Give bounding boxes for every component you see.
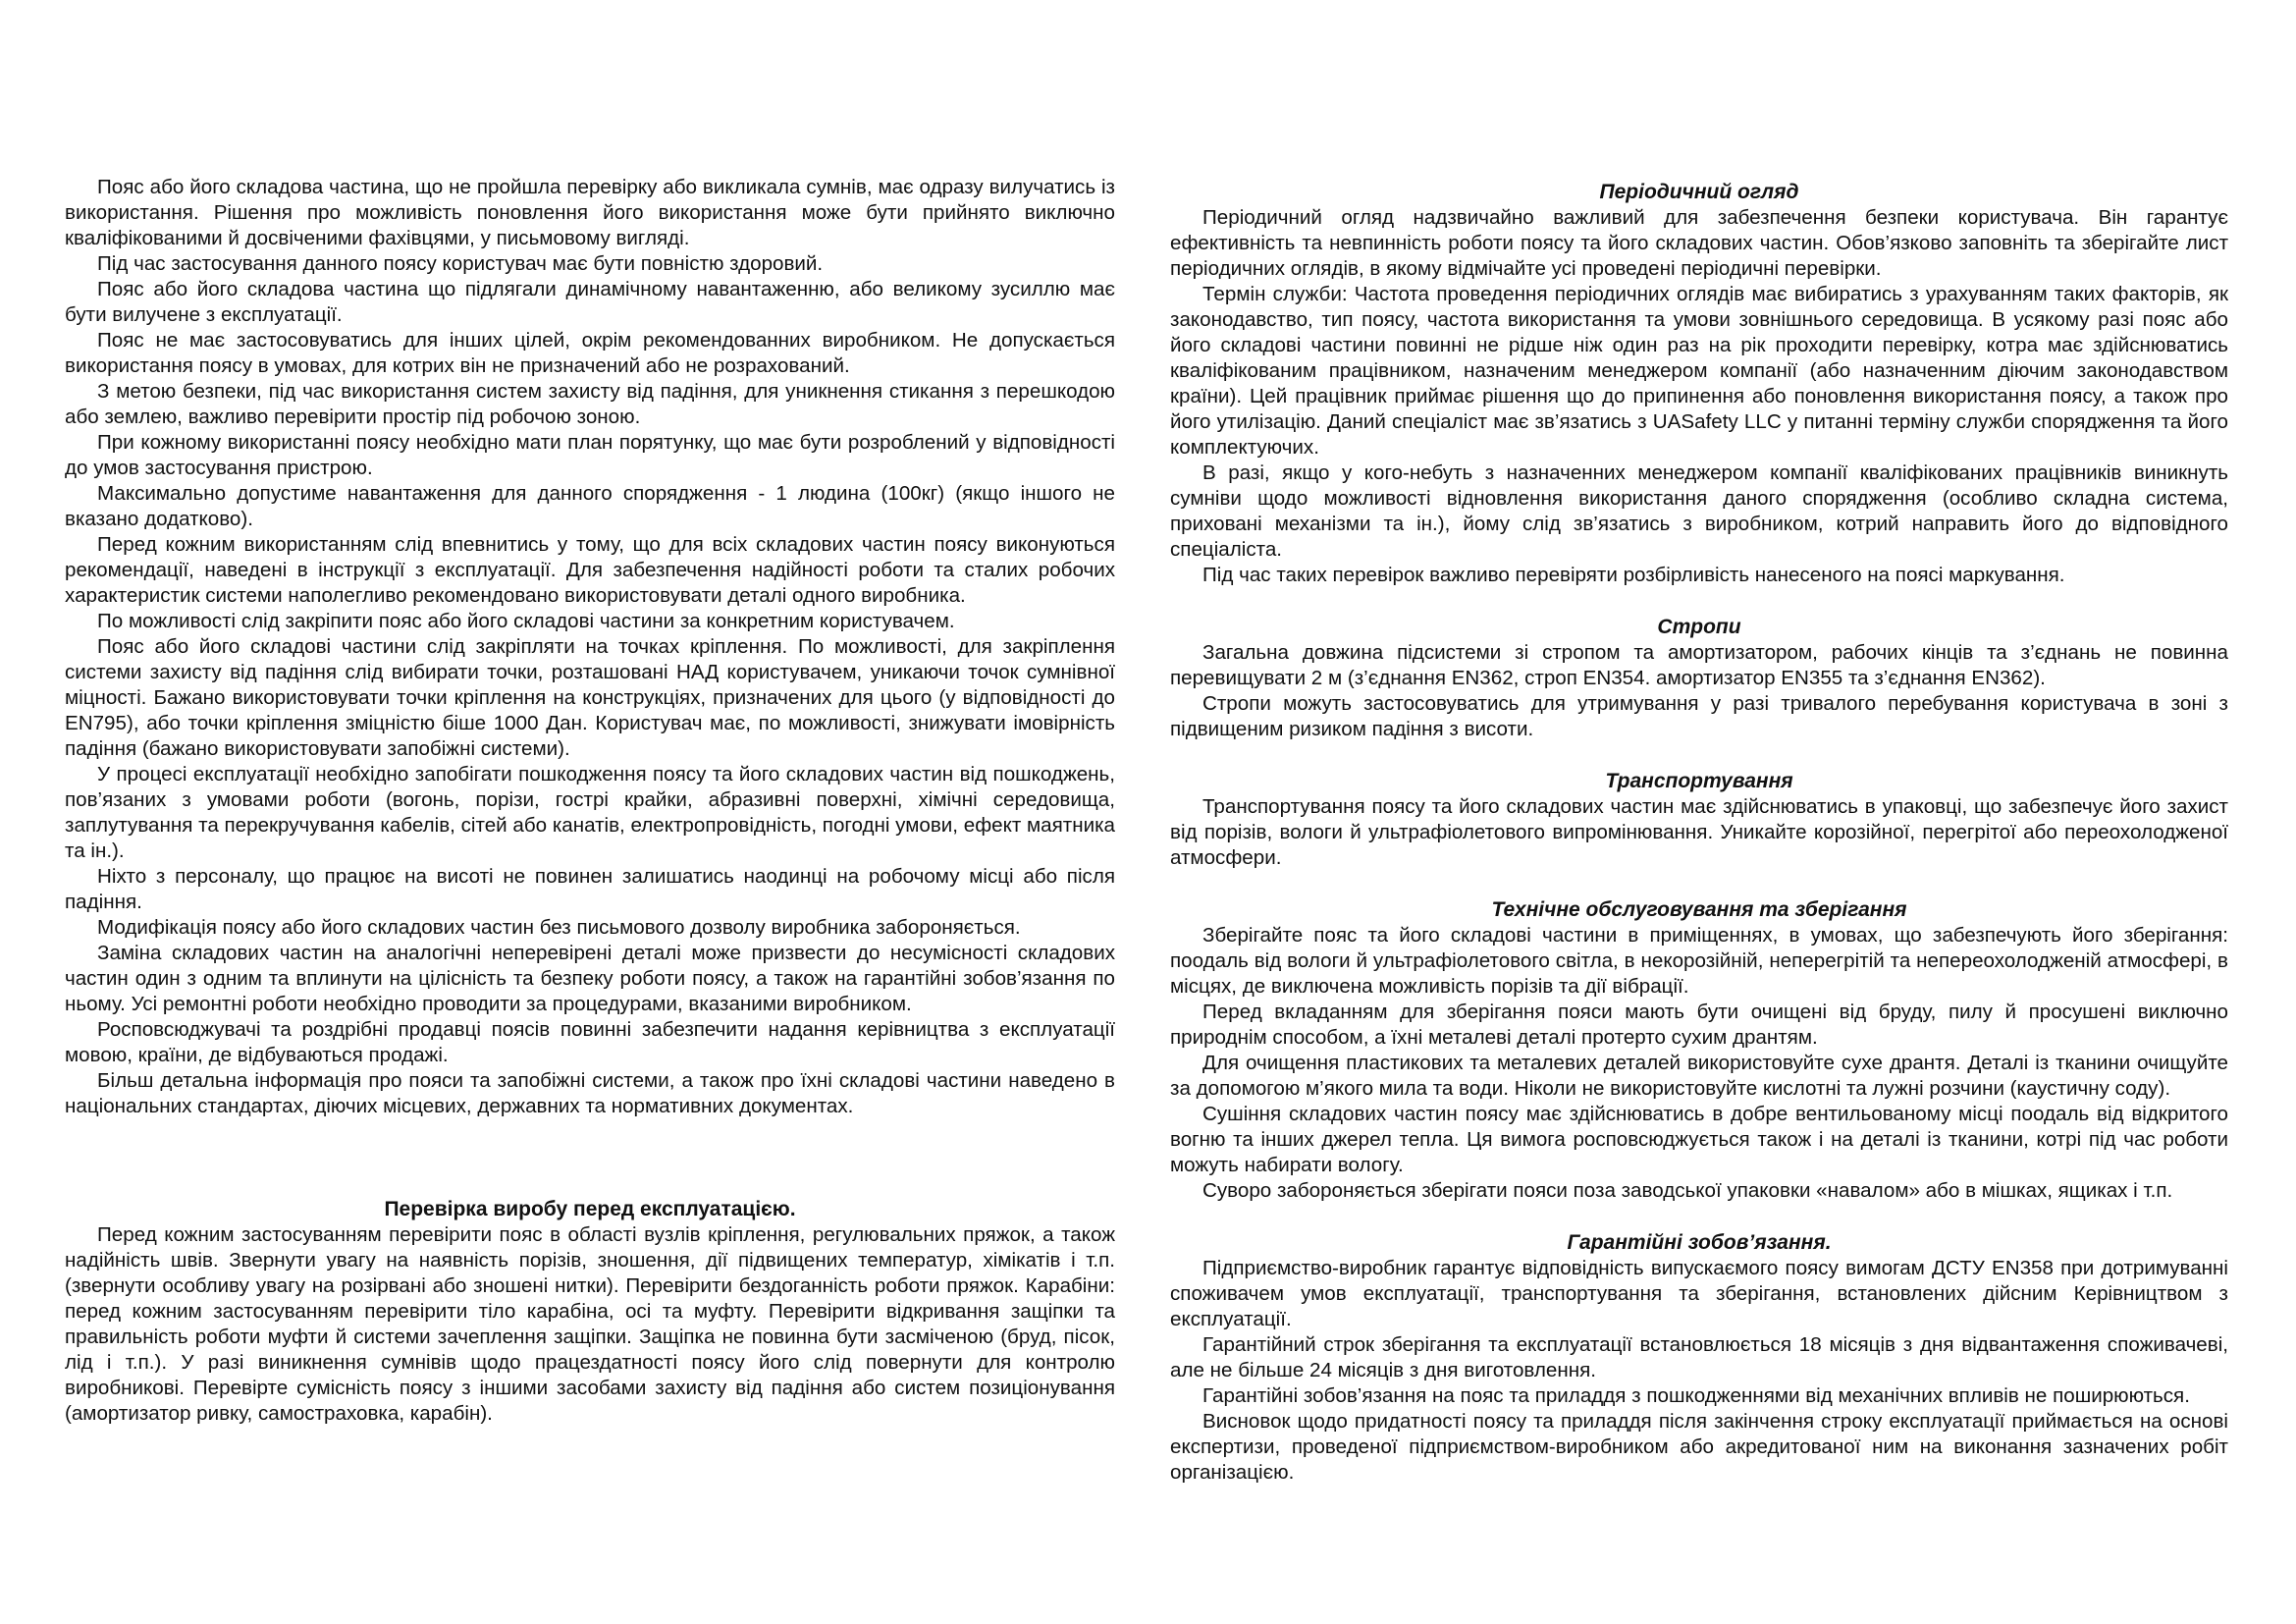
paragraph: Термін служби: Частота проведення періодичних оглядів має вибиратись з урахуванням таких факторів, як законодавство, тип поясу, частота використання та умови зовнішнього середовища. В усякому разі пояс або його складові частини повинні не рідше ніж один раз на рік проходити перевірку, котра має здійснюватись кваліфікованим працівником, назначеним менеджером компанії (або назначенним діючим законодавством країни). Цей працівник приймає рішення що до припинення або поновлення використання поясу, а також про його утилізацію. Даний спеціаліст має зв’язатись з UASafety LLC у питанні терміну служби спорядження та його комплектуючих.: [1170, 283, 2228, 459]
section-heading-transport: Транспортування: [1605, 770, 1793, 792]
paragraph: Максимально допустиме навантаження для данного спорядження - 1 людина (100кг) (якщо іншого не вказано додатково).: [65, 482, 1115, 530]
section-heading-maintenance: Технічне обслуговування та зберігання: [1491, 898, 1907, 921]
paragraph: Перед кожним застосуванням перевірити пояс в області вузлів кріплення, регулювальних пряжок, а також надійність швів. Звернути увагу на наявність порізів, зношення, дії підвищених температур, хімікатів і т.п. (звернути особливу увагу на розірвані або зношені нитки). Перевірити бездоганність роботи пряжок. Карабіни: перед кожним застосуванням перевірити тіло карабіна, осі та муфту. Перевірити відкривання защіпки та правильність роботи муфти й системи зачеплення защіпки. Защіпка не повинна бути засміченою (бруд, пісок, лід і т.п.). У разі виникнення сумнівів щодо працездатності поясу його слід повернути для контролю виробникові. Перевірте сумісність поясу з іншими засобами захисту від падіння або систем позиціонування (амортизатор ривку, самостраховка, карабін).: [65, 1223, 1115, 1425]
paragraph: Більш детальна інформація про пояси та запобіжні системи, а також про їхні складові частини наведено в національних стандартах, діючих місцевих, державних та нормативних документах.: [65, 1069, 1115, 1117]
paragraph: Періодичний огляд надзвичайно важливий для забезпечення безпеки користувача. Він гарантує ефективність та невпинність роботи поясу та його складових частин. Обов’язково заповніть та зберігайте лист періодичних оглядів, в якому відмічайте усі проведені періодичні перевірки.: [1170, 206, 2228, 280]
paragraph: Суворо забороняється зберігати пояси поза заводської упаковки «навалом» або в мішках, ящиках і т.п.: [1202, 1179, 2173, 1202]
paragraph: Пояс або його складова частина, що не пройшла перевірку або викликала сумнів, має одразу вилучатись із використання. Рішення про можливість поновлення його використання може бути прийнято виключно кваліфікованими й досвіченими фахівцями, у письмовому вигляді.: [65, 176, 1115, 249]
paragraph: Під час таких перевірок важливо перевіряти розбірливість нанесеного на поясі маркування.: [1202, 564, 2065, 586]
paragraph: Заміна складових частин на аналогічні неперевірені деталі може призвести до несумісності складових частин один з одним та вплинути на цілісність та безпеку роботи поясу, а також на гарантійні зобов’язання по ньому. Усі ремонтні роботи необхідно проводити за процедурами, вказаними виробником.: [65, 942, 1115, 1015]
paragraph: Для очищення пластикових та металевих деталей використовуйте сухе дрантя. Деталі із тканини очищуйте за допомогою м’якого мила та води. Ніколи не використовуйте кислотні та лужні розчини (каустичну соду).: [1170, 1052, 2228, 1100]
spacer: [1170, 588, 2228, 614]
spacer: [1170, 1204, 2228, 1229]
section-heading-periodic: Періодичний огляд: [1599, 181, 1799, 203]
spacer: [65, 1119, 1115, 1196]
paragraph: Росповсюджувачі та роздрібні продавці поясів повинні забезпечити надання керівництва з експлуатації мовою, країни, де відбуваються продажі.: [65, 1018, 1115, 1066]
left-column: [65, 175, 1115, 1427]
paragraph: Модифікація поясу або його складових частин без письмового дозволу виробника забороняється.: [97, 916, 1021, 939]
paragraph: По можливості слід закріпити пояс або його складові частини за конкретним користувачем.: [97, 610, 955, 632]
paragraph: Гарантійний строк зберігання та експлуатації встановлюється 18 місяців з дня відвантаження споживачеві, але не більше 24 місяців з дня виготовлення.: [1170, 1333, 2228, 1381]
paragraph: Підприємство-виробник гарантує відповідність випускаємого поясу вимогам ДСТУ EN358 при дотримуванні споживачем умов експлуатації, транспортування та зберігання, встановлених дійсним Керівництвом з експлуатації.: [1170, 1257, 2228, 1330]
paragraph: Сушіння складових частин поясу має здійснюватись в добре вентильованому місці поодаль від відкритого вогню та інших джерел тепла. Ця вимога росповсюджується також і на деталі із тканини, котрі під час роботи можуть набирати вологу.: [1170, 1103, 2228, 1176]
paragraph: З метою безпеки, під час використання систем захисту від падіння, для уникнення стикання з перешкодою або землею, важливо перевірити простір під робочою зоною.: [65, 380, 1115, 428]
paragraph: У процесі експлуатації необхідно запобігати пошкодження поясу та його складових частин від пошкоджень, пов’язаних з умовами роботи (вогонь, порізи, гострі крайки, абразивні поверхні, хімічні середовища, заплутування та перекручування кабелів, сітей або канатів, електропровідність, погодні умови, ефект маятника та ін.).: [65, 763, 1115, 862]
paragraph: Зберігайте пояс та його складові частини в приміщеннях, в умовах, що забезпечують його зберігання: поодаль від вологи й ультрафіолетового світла, в некорозійній, неперегрітій та непереохолодженій атмосфері, в місцях, де виключена можливість порізів та дії вібрації.: [1170, 924, 2228, 998]
paragraph: Стропи можуть застосовуватись для утримування у разі тривалого перебування користувача в зоні з підвищеним ризиком падіння з висоти.: [1170, 692, 2228, 740]
paragraph: В разі, якщо у кого-небуть з назначенних менеджером компанії кваліфікованих працівників виникнуть сумніви щодо можливості відновлення використання даного спорядження (особливо складна система, приховані механізми та ін.), йому слід зв’язатись з виробником, котрий направить його до відповідного спеціаліста.: [1170, 461, 2228, 561]
right-column: [1170, 179, 2228, 1486]
paragraph: Під час застосування данного поясу користувач має бути повністю здоровий.: [97, 252, 824, 275]
paragraph: Пояс або його складова частина що підлягали динамічному навантаженню, або великому зусиллю має бути вилучене з експлуатації.: [65, 278, 1115, 326]
paragraph: Гарантійні зобов’язання на пояс та приладдя з пошкодженнями від механічних впливів не поширюються.: [1202, 1384, 2190, 1407]
paragraph: Ніхто з персоналу, що працює на висоті не повинен залишатись наодинці на робочому місці або після падіння.: [65, 865, 1115, 913]
spacer: [1170, 871, 2228, 896]
spacer: [1170, 742, 2228, 768]
paragraph: Пояс або його складові частини слід закріпляти на точках кріплення. По можливості, для закріплення системи захисту від падіння слід вибирати точки, розташовані НАД користувачем, уникаючи точок сумнівної міцності. Бажано використовувати точки кріплення на конструкціях, призначених для цього (у відповідності до EN795), або точки кріплення зміцністю біше 1000 Дан. Користувач має, по можливості, знижувати імовірність падіння (бажано використовувати запобіжні системи).: [65, 635, 1115, 760]
paragraph: Висновок щодо придатності поясу та приладдя після закінчення строку експлуатації приймається на основі експертизи, проведеної підприємством-виробником або акредитованої ним на виконання зазначених робіт організацією.: [1170, 1410, 2228, 1484]
paragraph: Загальна довжина підсистеми зі стропом та амортизатором, рабочих кінців та з’єднань не повинна перевищувати 2 м (з’єднання EN362, строп EN354. амортизатор EN355 та з’єднання EN362).: [1170, 641, 2228, 689]
section-heading-warranty: Гарантійні зобов’язання.: [1567, 1231, 1832, 1254]
section-heading-lanyards: Стропи: [1657, 616, 1741, 638]
paragraph: При кожному використанні поясу необхідно мати план порятунку, що має бути розроблений у відповідності до умов застосування пристрою.: [65, 431, 1115, 479]
paragraph: Транспортування поясу та його складових частин має здійснюватись в упаковці, що забезпечує його захист від порізів, вологи й ультрафіолетового випромінювання. Уникайте корозійної, перегрітої або переохолодженої атмосфери.: [1170, 795, 2228, 869]
paragraph: Перед вкладанням для зберігання пояси мають бути очищені від бруду, пилу й просушені виключно природнім способом, а їхні металеві деталі протерто сухим дрантям.: [1170, 1001, 2228, 1049]
paragraph: Пояс не має застосовуватись для інших цілей, окрім рекомендованних виробником. Не допускається використання поясу в умовах, для котрих він не призначений або не розрахований.: [65, 329, 1115, 377]
section-heading-inspection: Перевірка виробу перед експлуатацією.: [384, 1198, 796, 1220]
paragraph: Перед кожним використанням слід впевнитись у тому, що для всіх складових частин поясу виконуються рекомендації, наведені в інструкції з експлуатації. Для забезпечення надійності роботи та сталих робочих характеристик системи наполегливо рекомендовано використовувати деталі одного виробника.: [65, 533, 1115, 607]
